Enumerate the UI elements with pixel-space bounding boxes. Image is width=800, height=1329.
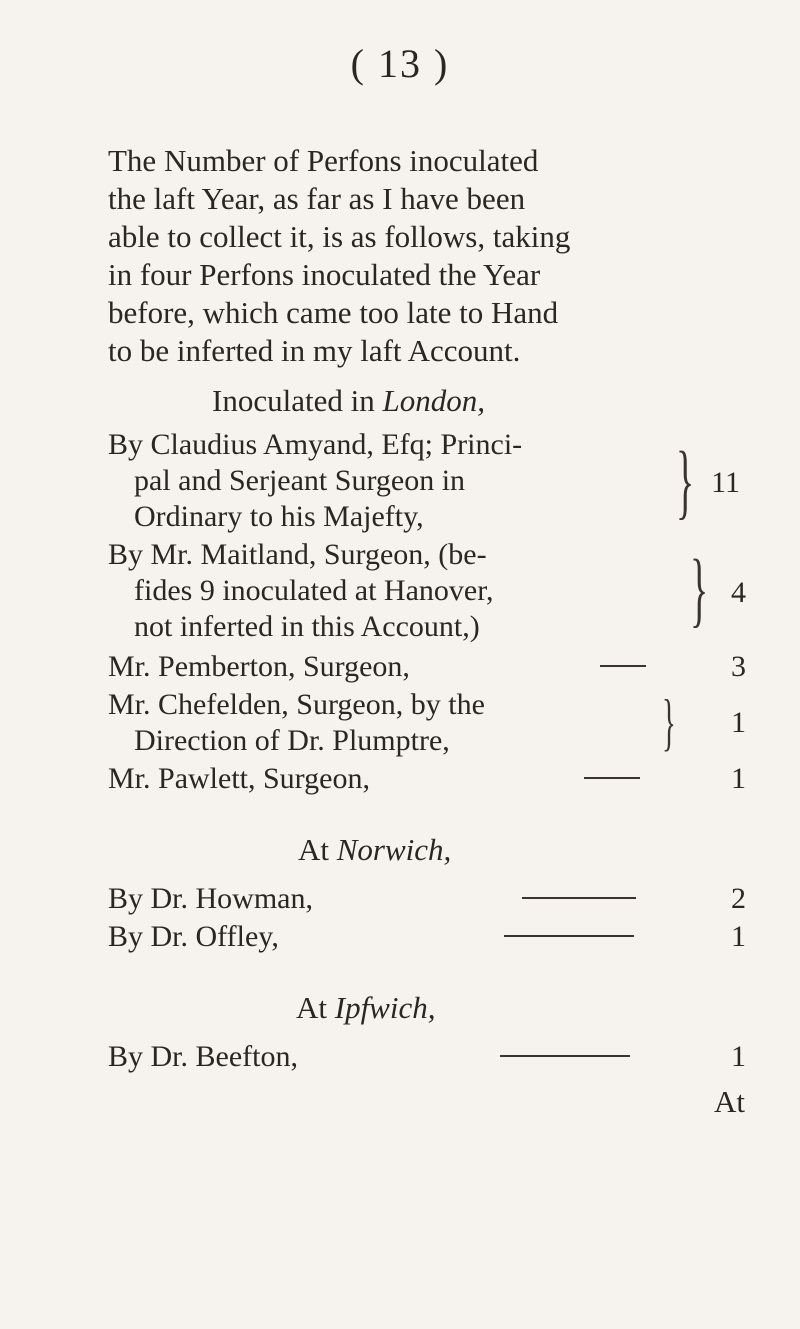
catchword: At: [714, 1084, 745, 1119]
entry-line: By Dr. Offley,: [108, 920, 279, 953]
entry-line: By Claudius Amyand, Efq; Princi-: [108, 428, 523, 461]
entry-line: By Mr. Maitland, Surgeon, (be-: [108, 538, 487, 571]
entry-line: Mr. Pawlett, Surgeon,: [108, 762, 370, 795]
intro-line: able to collect it, is as follows, taking: [108, 219, 571, 254]
heading-place: London,: [382, 383, 485, 418]
entry-count: 2: [731, 882, 746, 915]
heading-prefix: At: [298, 832, 337, 867]
heading-place: Norwich,: [336, 832, 452, 867]
intro-paragraph: [108, 142, 718, 370]
heading-prefix: Inoculated in: [212, 383, 383, 418]
entry-count: 3: [731, 650, 746, 683]
entry-line: Ordinary to his Majefty,: [134, 500, 424, 533]
section-heading-norwich: [298, 832, 451, 868]
brace-icon: }: [676, 435, 695, 528]
intro-line: in four Perfons inoculated the Year: [108, 257, 541, 292]
intro-line: before, which came too late to Hand: [108, 295, 559, 330]
section-heading-london: [212, 383, 485, 419]
entry-count: 1: [731, 706, 746, 739]
heading-prefix: At: [296, 990, 335, 1025]
leader-dash: [522, 897, 636, 899]
leader-dash: [584, 777, 640, 779]
brace-icon: }: [662, 686, 676, 757]
entry-count: 1: [731, 1040, 746, 1073]
intro-line: the laft Year, as far as I have been: [108, 181, 526, 216]
leader-dash: [504, 935, 634, 937]
entry-line: Mr. Pemberton, Surgeon,: [108, 650, 410, 683]
brace-icon: }: [690, 543, 709, 636]
entry-line: not inferted in this Account,): [134, 610, 480, 643]
entry-line: By Dr. Howman,: [108, 882, 313, 915]
entry-line: fides 9 inoculated at Hanover,: [134, 574, 494, 607]
intro-line: The Number of Perfons inoculated: [108, 143, 539, 178]
entry-line: Direction of Dr. Plumptre,: [134, 724, 450, 757]
section-heading-ipswich: [296, 990, 436, 1026]
entry-count: 1: [731, 762, 746, 795]
entry-line: pal and Serjeant Surgeon in: [134, 464, 466, 497]
heading-place: Ipfwich,: [334, 990, 436, 1025]
leader-dash: [500, 1055, 630, 1057]
entry-count: 11: [711, 466, 740, 499]
entry-count: 4: [731, 576, 746, 609]
intro-line: to be inferted in my laft Account.: [108, 333, 521, 368]
leader-dash: [600, 665, 646, 667]
entry-line: Mr. Chefelden, Surgeon, by the: [108, 688, 485, 721]
entry-count: 1: [731, 920, 746, 953]
entry-line: By Dr. Beefton,: [108, 1040, 298, 1073]
page-number: ( 13 ): [350, 41, 450, 86]
